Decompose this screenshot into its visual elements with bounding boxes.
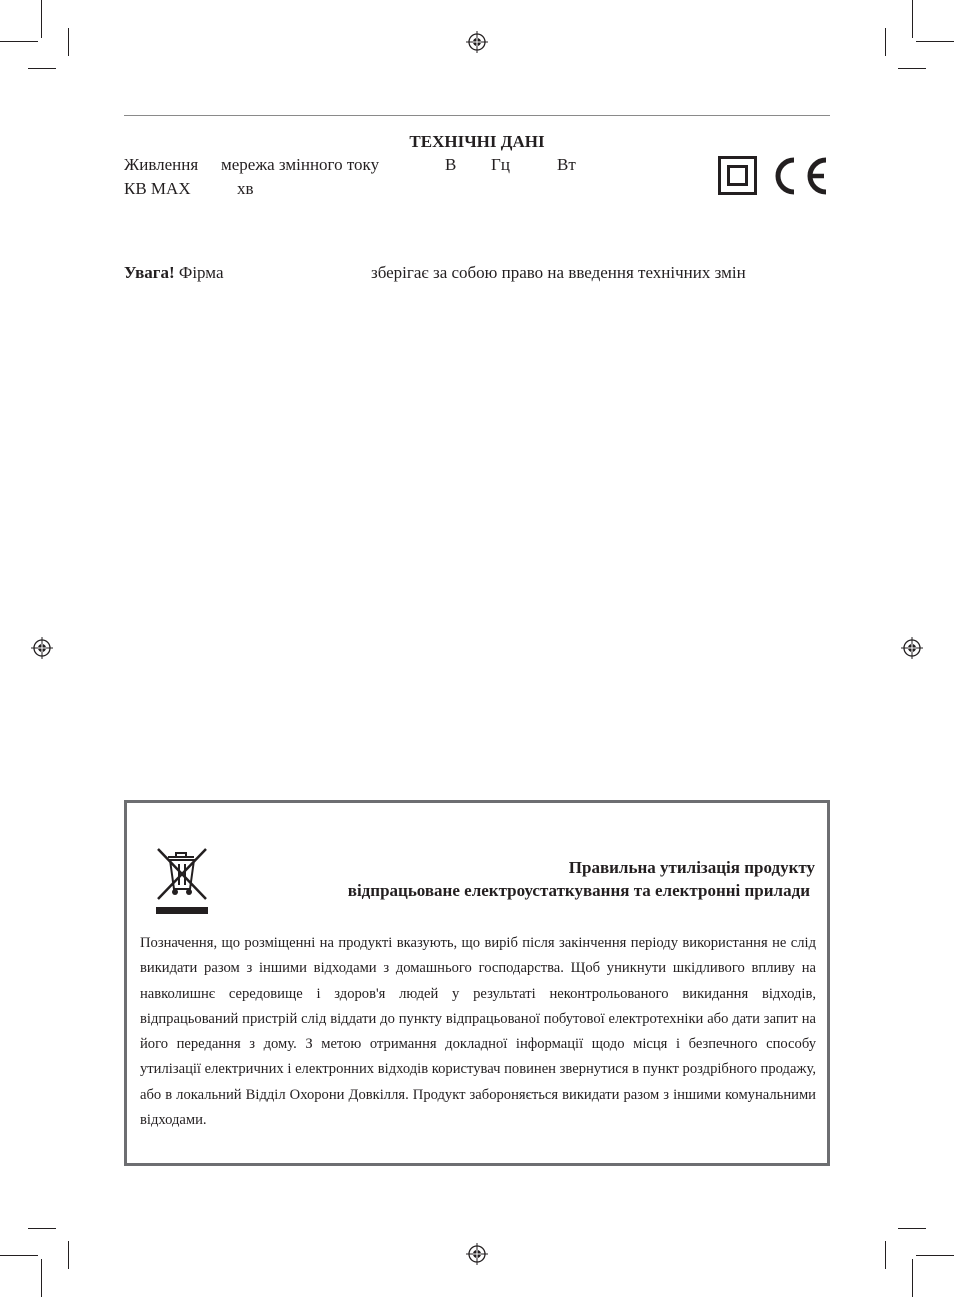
compliance-symbols [718,156,830,196]
registration-mark-icon [901,637,923,659]
crop-mark [68,28,69,56]
double-insulation-icon [720,158,756,194]
crop-mark [898,1228,926,1229]
crop-mark [41,1259,42,1297]
crop-mark [916,41,954,42]
crop-mark [41,0,42,38]
disposal-box [124,800,830,1166]
crop-mark [912,1259,913,1297]
notice-firm: Фірма [178,263,224,282]
crop-mark [885,28,886,56]
registration-mark-icon [466,31,488,53]
unit-watt: Вт [557,155,576,174]
unit-volt: В [445,155,457,174]
disposal-body-text: Позначення, що розміщенні на продукті вказують, що виріб після закінчення періоду використання не слід викидати разом з іншими відходами з домашнього господарства. Щоб уникнути шкідливого впливу на навколишнє середовище і здоров'я людей у результаті неконтрольованого викидання відходів, відпрацьований пристрій слід віддати до пункту відпрацьованої побутової електротехніки або дати запит на його передання з дому. З метою отримання докладної інформації щодо місця і безпечного способу утилізації електричних і електронних відходів користувач повинен звернутися в пункт роздрібного продажу, або в локальний Відділ Охорони Довкілля. Продукт забороняється викидати разом з іншими комунальними відходами. [140,935,816,1129]
crop-mark [28,68,56,69]
crop-mark [912,0,913,38]
crop-mark [0,1255,38,1256]
technical-data-title: ТЕХНІЧНІ ДАНІ [409,132,545,151]
crop-mark [0,41,38,42]
registration-mark-icon [31,637,53,659]
registration-mark-icon [466,1243,488,1265]
disposal-title: Правильна утилізація продукту [568,858,815,877]
top-divider [124,115,830,116]
power-source: мережа змінного току [221,155,380,174]
crop-mark [28,1228,56,1229]
notice-bold: Увага! [124,263,175,282]
unit-hertz: Гц [491,155,510,174]
kb-max-label: КВ MAX [124,179,191,198]
power-label: Живлення [124,155,199,174]
disposal-subtitle: відпрацьоване електроустаткування та електронні прилади [347,881,810,900]
crop-mark [916,1255,954,1256]
notice-text: зберігає за собою право на введення технічних змін [371,263,746,282]
ce-mark-icon [778,160,826,192]
crop-mark [898,68,926,69]
notice-line [124,263,224,283]
unit-minutes: хв [237,179,254,198]
crop-mark [68,1241,69,1269]
crop-mark [885,1241,886,1269]
crossed-bin-icon [154,845,210,915]
